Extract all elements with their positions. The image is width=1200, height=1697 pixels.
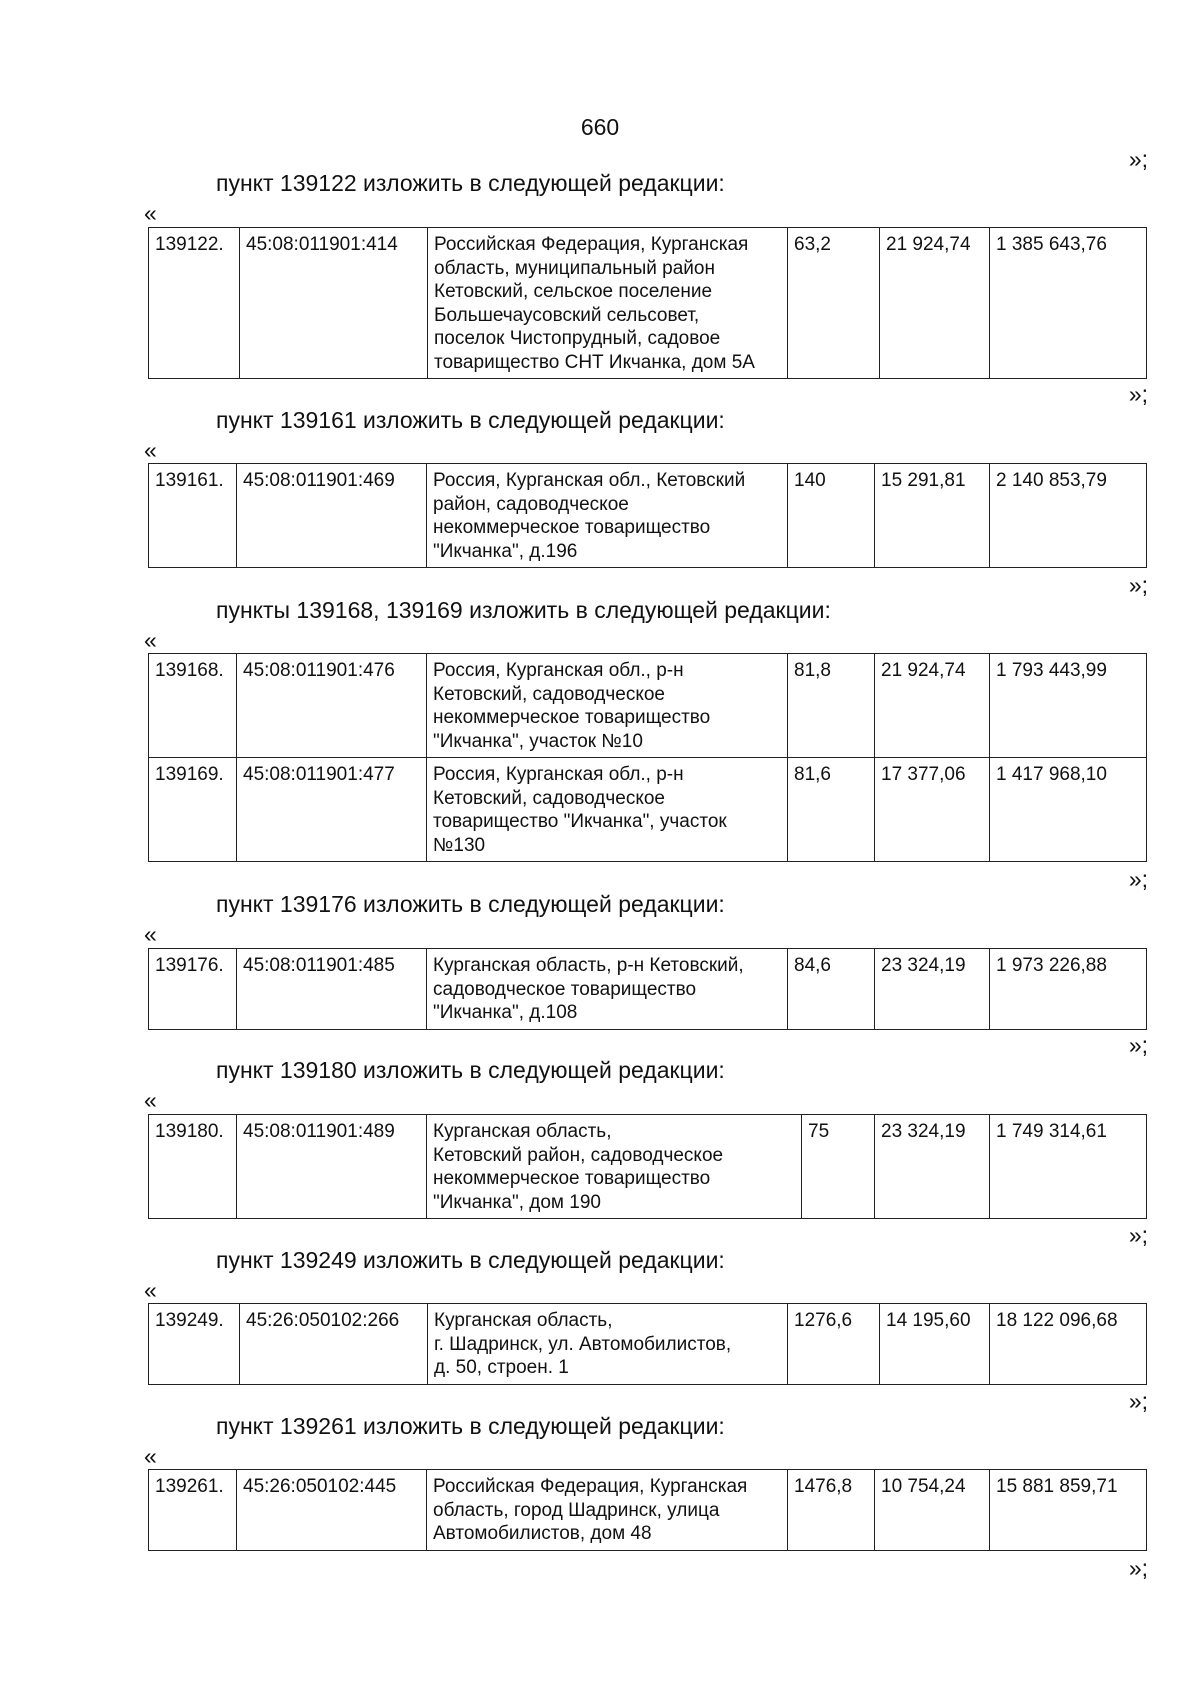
address-line: Российская Федерация, Курганская — [433, 1476, 748, 1497]
address-line: г. Шадринск, ул. Автомобилистов, — [434, 1333, 732, 1355]
cadastral-value: 1 417 968,10 — [990, 758, 1147, 862]
table-row — [149, 949, 1147, 1030]
item-number: 139249. — [149, 1304, 240, 1385]
cadastral-value: 1 793 443,99 — [990, 654, 1147, 758]
cadastral-value: 18 122 096,68 — [990, 1304, 1147, 1385]
rate-value: 21 924,74 — [880, 228, 990, 379]
opening-quote: « — [144, 1087, 157, 1113]
address-line: область, муниципальный район — [434, 257, 715, 279]
item-number: 139161. — [149, 464, 237, 568]
address-line: Россия, Курганская обл., Кетовский — [433, 470, 746, 491]
address-cell — [427, 654, 788, 758]
closing-quote: »; — [1128, 1032, 1148, 1058]
cadastral-number: 45:08:011901:414 — [240, 228, 428, 379]
amendment-table — [148, 653, 1147, 862]
table-row — [149, 228, 1147, 379]
cadastral-number: 45:08:011901:485 — [237, 949, 427, 1030]
address-line: поселок Чистопрудный, садовое — [434, 328, 721, 349]
address-line: некоммерческое товарищество — [433, 1168, 711, 1189]
opening-quote: « — [144, 437, 157, 463]
address-line: Большечаусовский сельсовет, — [434, 304, 700, 326]
item-number: 139261. — [149, 1470, 237, 1551]
address-cell — [427, 464, 788, 568]
cadastral-number: 45:08:011901:477 — [237, 758, 427, 862]
address-cell — [428, 228, 788, 379]
opening-quote: « — [144, 627, 157, 653]
closing-quote: »; — [1128, 572, 1148, 598]
area-value: 1276,6 — [788, 1304, 880, 1385]
address-line: Россия, Курганская обл., р-н — [433, 764, 684, 785]
closing-quote: »; — [1128, 1555, 1148, 1581]
address-line: Курганская область, — [434, 1310, 613, 1331]
address-line: область, город Шадринск, улица — [433, 1499, 720, 1521]
amendment-table — [148, 227, 1147, 379]
item-number: 139122. — [149, 228, 240, 379]
address-line: товарищество "Икчанка", участок — [433, 811, 727, 832]
cadastral-number: 45:08:011901:489 — [237, 1115, 427, 1219]
address-line: Курганская область, р-н Кетовский, — [433, 955, 744, 976]
amendment-instruction: пункты 139168, 139169 изложить в следующей редакции: — [216, 597, 831, 623]
address-line: "Икчанка", д.196 — [433, 540, 578, 562]
opening-quote: « — [144, 1277, 157, 1303]
amendment-instruction: пункт 139161 изложить в следующей редакции: — [216, 407, 725, 433]
table-row — [149, 1304, 1147, 1385]
rate-value: 21 924,74 — [875, 654, 990, 758]
amendment-table — [148, 948, 1147, 1030]
rate-value: 10 754,24 — [875, 1470, 990, 1551]
table-row — [149, 758, 1147, 862]
address-line: "Икчанка", участок №10 — [433, 730, 643, 752]
cadastral-number: 45:26:050102:266 — [240, 1304, 428, 1385]
opening-quote: « — [144, 921, 157, 947]
cadastral-value: 1 749 314,61 — [990, 1115, 1147, 1219]
area-value: 63,2 — [788, 228, 880, 379]
address-line: Кетовский район, садоводческое — [433, 1144, 724, 1166]
address-line: товарищество СНТ Икчанка, дом 5А — [434, 351, 755, 373]
cadastral-number: 45:08:011901:469 — [237, 464, 427, 568]
amendment-instruction: пункт 139122 изложить в следующей редакции: — [216, 170, 725, 196]
address-line: Кетовский, сельское поселение — [434, 281, 713, 302]
rate-value: 15 291,81 — [875, 464, 990, 568]
address-line: некоммерческое товарищество — [433, 707, 711, 728]
area-value: 81,8 — [788, 654, 875, 758]
rate-value: 14 195,60 — [880, 1304, 990, 1385]
address-line: д. 50, строен. 1 — [434, 1357, 569, 1378]
amendment-table — [148, 1114, 1147, 1219]
opening-quote: « — [144, 1443, 157, 1469]
address-line: некоммерческое товарищество — [433, 517, 711, 538]
amendment-instruction: пункт 139180 изложить в следующей редакции: — [216, 1057, 725, 1083]
cadastral-number: 45:08:011901:476 — [237, 654, 427, 758]
address-cell — [427, 949, 788, 1030]
amendment-instruction: пункт 139261 изложить в следующей редакции: — [216, 1413, 725, 1439]
rate-value: 17 377,06 — [875, 758, 990, 862]
cadastral-value: 1 385 643,76 — [990, 228, 1147, 379]
rate-value: 23 324,19 — [875, 949, 990, 1030]
address-line: Российская Федерация, Курганская — [434, 234, 749, 255]
address-line: Кетовский, садоводческое — [433, 787, 665, 809]
address-line: №130 — [433, 834, 486, 856]
cadastral-value: 15 881 859,71 — [990, 1470, 1147, 1551]
address-line: Автомобилистов, дом 48 — [433, 1523, 652, 1544]
amendment-table — [148, 1303, 1147, 1385]
closing-quote: »; — [1128, 1388, 1148, 1414]
rate-value: 23 324,19 — [875, 1115, 990, 1219]
closing-quote: »; — [1128, 1222, 1148, 1248]
item-number: 139168. — [149, 654, 237, 758]
amendment-instruction: пункт 139176 изложить в следующей редакции: — [216, 891, 725, 917]
address-line: район, садоводческое — [433, 493, 629, 515]
item-number: 139176. — [149, 949, 237, 1030]
address-line: садоводческое товарищество — [433, 978, 697, 1000]
closing-quote: »; — [1128, 146, 1148, 172]
area-value: 84,6 — [788, 949, 875, 1030]
item-number: 139180. — [149, 1115, 237, 1219]
cadastral-value: 2 140 853,79 — [990, 464, 1147, 568]
address-line: "Икчанка", д.108 — [433, 1002, 578, 1023]
address-cell — [427, 758, 788, 862]
address-line: Кетовский, садоводческое — [433, 683, 665, 705]
cadastral-number: 45:26:050102:445 — [237, 1470, 427, 1551]
closing-quote: »; — [1128, 381, 1148, 407]
area-value: 81,6 — [788, 758, 875, 862]
area-value: 75 — [802, 1115, 875, 1219]
amendment-table — [148, 1469, 1147, 1551]
opening-quote: « — [144, 200, 157, 226]
address-cell — [427, 1470, 788, 1551]
item-number: 139169. — [149, 758, 237, 862]
area-value: 1476,8 — [788, 1470, 875, 1551]
address-cell — [427, 1115, 802, 1219]
cadastral-value: 1 973 226,88 — [990, 949, 1147, 1030]
address-line: Курганская область, — [433, 1121, 612, 1142]
page-number: 660 — [580, 114, 620, 140]
address-line: "Икчанка", дом 190 — [433, 1191, 601, 1213]
address-cell — [428, 1304, 788, 1385]
amendment-table — [148, 463, 1147, 568]
amendment-instruction: пункт 139249 изложить в следующей редакции: — [216, 1247, 725, 1273]
table-row — [149, 654, 1147, 758]
table-row — [149, 464, 1147, 568]
area-value: 140 — [788, 464, 875, 568]
table-row — [149, 1470, 1147, 1551]
closing-quote: »; — [1128, 866, 1148, 892]
table-row — [149, 1115, 1147, 1219]
address-line: Россия, Курганская обл., р-н — [433, 660, 684, 681]
